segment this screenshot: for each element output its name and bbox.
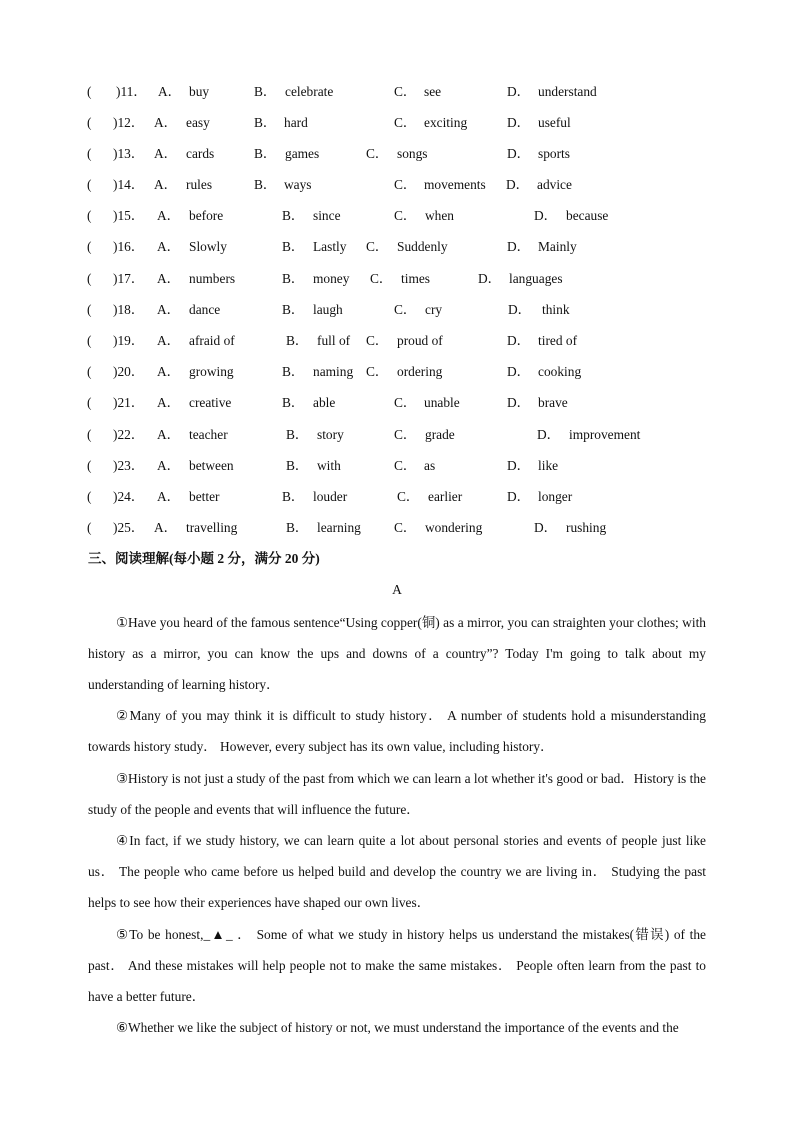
option-letter: A． [157,333,181,348]
option-letter: B． [254,84,277,99]
option-text: teacher [189,427,228,442]
option-letter: A． [157,364,181,379]
option-letter: C． [394,302,417,317]
option-text: songs [397,146,428,161]
paragraph-2: ②Many of you may think it is difficult to study history． A number of students hold a misunderstanding towards history study． However, every subject has its own value, including history． [88,708,706,755]
question-number: )18． [113,302,145,317]
option-letter: B． [286,458,309,473]
option-text: celebrate [285,84,334,99]
paragraph-6: ⑥Whether we like the subject of history or not, we must understand the importance of the events and the [116,1020,679,1035]
paragraph-4: ④In fact, if we study history, we can learn quite a lot about personal stories and events of people just like us． The people who came before us helped build and develop the country we are living in． Studying the past helps to see how their experiences have shaped our own lives． [88,833,706,911]
answer-bracket: ( [87,489,92,504]
answer-bracket: ( [87,395,92,410]
option-letter: A． [157,427,181,442]
question-number: )23． [113,458,145,473]
option-text: improvement [569,427,641,442]
answer-bracket: ( [87,458,92,473]
option-text: Lastly [313,239,347,254]
option-text: Slowly [189,239,227,254]
option-text: tired of [538,333,578,348]
option-text: sports [538,146,570,161]
option-text: as [424,458,436,473]
option-text: because [566,208,609,223]
option-letter: D． [478,271,502,286]
option-letter: D． [507,115,531,130]
option-text: when [425,208,455,223]
option-letter: A． [154,146,178,161]
option-text: longer [538,489,573,504]
option-text: ordering [397,364,443,379]
option-text: unable [424,395,460,410]
option-letter: B． [282,302,305,317]
option-letter: C． [394,427,417,442]
option-letter: B． [254,146,277,161]
option-text: understand [538,84,597,99]
option-text: advice [537,177,572,192]
answer-bracket: ( [87,177,92,192]
option-letter: B． [282,489,305,504]
option-text: cards [186,146,215,161]
question-number: )14． [113,177,145,192]
option-letter: A． [157,302,181,317]
option-text: hard [284,115,308,130]
option-text: naming [313,364,354,379]
option-text: buy [189,84,210,99]
option-text: easy [186,115,210,130]
option-text: Suddenly [397,239,448,254]
option-text: able [313,395,336,410]
option-text: movements [424,177,486,192]
question-number: )24． [113,489,145,504]
option-text: louder [313,489,348,504]
option-text: dance [189,302,221,317]
option-letter: D． [537,427,561,442]
option-letter: B． [286,520,309,535]
paragraph-3: ③History is not just a study of the past from which we can learn a lot whether it's good or bad．History is the study of the people and events that will influence the future． [88,771,706,818]
option-text: story [317,427,344,442]
option-letter: D． [507,395,531,410]
option-letter: C． [370,271,393,286]
option-text: ways [284,177,312,192]
option-text: since [313,208,341,223]
option-letter: A． [154,115,178,130]
option-text: wondering [425,520,483,535]
option-text: exciting [424,115,468,130]
option-text: better [189,489,220,504]
option-text: cooking [538,364,582,379]
option-letter: B． [254,115,277,130]
option-letter: D． [534,208,558,223]
option-text: laugh [313,302,343,317]
option-text: full of [317,333,351,348]
option-letter: B． [282,271,305,286]
answer-bracket: ( [87,302,92,317]
option-letter: A． [157,271,181,286]
question-number: )20． [113,364,145,379]
option-letter: D． [507,146,531,161]
question-number: )16． [113,239,145,254]
option-letter: D． [507,239,531,254]
answer-bracket: ( [87,364,92,379]
answer-bracket: ( [87,333,92,348]
answer-bracket: ( [87,239,92,254]
answer-bracket: ( [87,146,92,161]
question-number: )21． [113,395,145,410]
option-text: brave [538,395,568,410]
question-number: )22． [113,427,145,442]
option-text: earlier [428,489,463,504]
answer-bracket: ( [87,84,92,99]
option-letter: C． [394,177,417,192]
option-letter: A． [157,489,181,504]
answer-bracket: ( [87,520,92,535]
option-letter: B． [254,177,277,192]
option-text: with [317,458,341,473]
option-letter: B． [286,333,309,348]
option-letter: C． [394,458,417,473]
option-text: between [189,458,234,473]
option-letter: D． [507,84,531,99]
option-text: rules [186,177,213,192]
option-letter: C． [366,146,389,161]
option-text: like [538,458,559,473]
option-text: before [189,208,224,223]
option-text: money [313,271,350,286]
option-letter: A． [157,395,181,410]
question-number: )19． [113,333,145,348]
option-text: grade [425,427,455,442]
option-letter: A． [154,177,178,192]
option-text: see [424,84,442,99]
option-letter: A． [157,208,181,223]
option-text: growing [189,364,234,379]
option-letter: D． [507,333,531,348]
section-title: 三、阅读理解(每小题 2 分，满分 20 分) [88,551,320,566]
option-letter: A． [157,458,181,473]
option-text: learning [317,520,361,535]
passage-label: A [392,582,402,597]
answer-bracket: ( [87,271,92,286]
question-number: )12． [113,115,145,130]
option-letter: C． [366,239,389,254]
question-number: )13． [113,146,145,161]
option-letter: D． [507,489,531,504]
paragraph-1: ①Have you heard of the famous sentence“Using copper(铜) as a mirror, you can straighten your clothes; with history as a mirror, you can know the ups and downs of a country”? Today I'm going to talk about my understanding of learning history． [88,615,706,693]
question-number: )15． [113,208,145,223]
option-letter: B． [286,427,309,442]
option-text: Mainly [538,239,577,254]
option-letter: B． [282,364,305,379]
option-text: useful [538,115,571,130]
option-letter: C． [397,489,420,504]
option-letter: A． [154,520,178,535]
option-text: think [542,302,570,317]
option-letter: A． [157,239,181,254]
option-text: languages [509,271,563,286]
option-letter: C． [394,208,417,223]
question-number: )17． [113,271,145,286]
option-letter: C． [394,115,417,130]
option-text: cry [425,302,443,317]
option-letter: B． [282,395,305,410]
option-letter: D． [508,302,532,317]
option-text: numbers [189,271,236,286]
answer-bracket: ( [87,115,92,130]
option-letter: C． [366,333,389,348]
option-letter: D． [506,177,530,192]
option-letter: D． [507,458,531,473]
answer-bracket: ( [87,208,92,223]
option-letter: C． [394,84,417,99]
option-letter: B． [282,208,305,223]
answer-bracket: ( [87,427,92,442]
question-number: )11． [116,84,147,99]
option-letter: C． [366,364,389,379]
option-letter: A． [158,84,182,99]
option-letter: C． [394,395,417,410]
option-text: proud of [397,333,443,348]
option-text: times [401,271,431,286]
option-text: travelling [186,520,238,535]
option-text: creative [189,395,232,410]
option-letter: B． [282,239,305,254]
option-letter: D． [534,520,558,535]
option-text: afraid of [189,333,235,348]
option-text: rushing [566,520,607,535]
question-number: )25． [113,520,145,535]
option-letter: D． [507,364,531,379]
option-letter: C． [394,520,417,535]
option-text: games [285,146,320,161]
paragraph-5: ⑤To be honest,_▲_ ． Some of what we study in history helps us understand the mistakes(错误) of the past． And these mistakes will help people not to make the same mistakes． People often learn from the past to have a better future． [88,927,706,1005]
